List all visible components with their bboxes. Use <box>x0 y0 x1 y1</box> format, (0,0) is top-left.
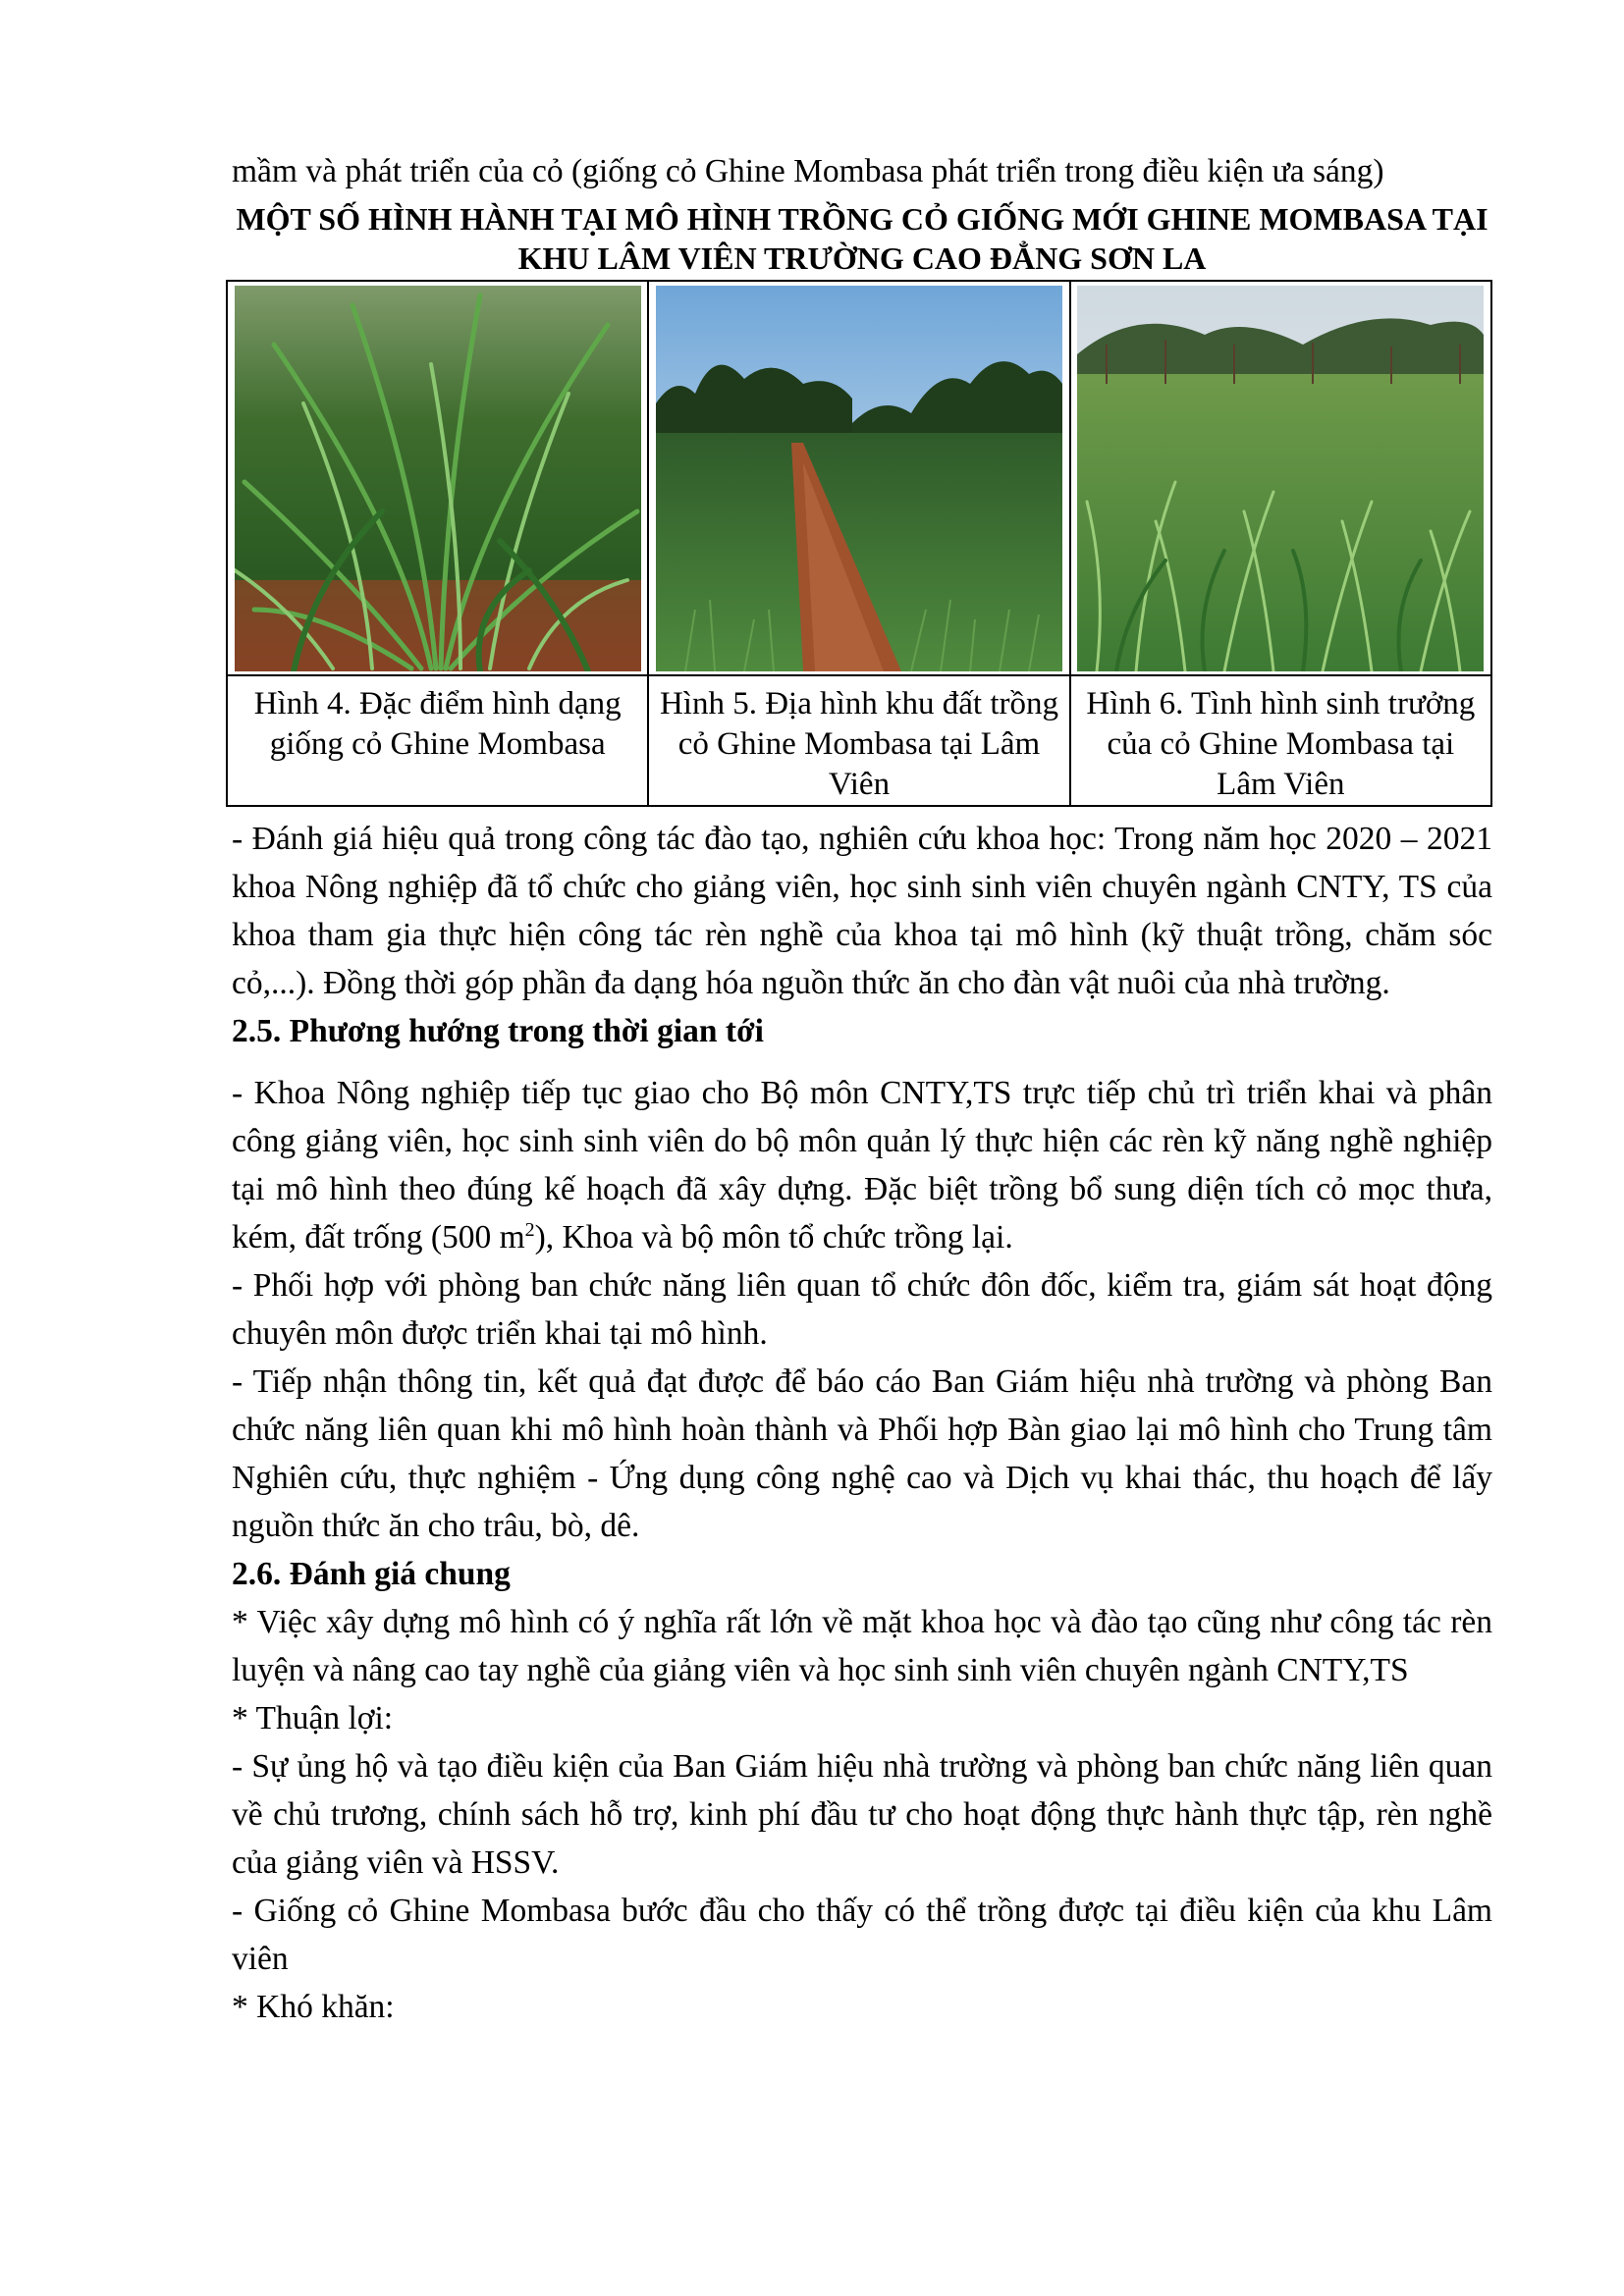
figure-caption-6: Hình 6. Tình hình sinh trưởng của cỏ Ghine Mombasa tại Lâm Viên <box>1070 675 1491 806</box>
figure-caption-5: Hình 5. Địa hình khu đất trồng cỏ Ghine Mombasa tại Lâm Viên <box>648 675 1069 806</box>
figure-cell-3 <box>1070 281 1491 675</box>
advantages-label: * Thuận lợi: <box>232 1700 394 1736</box>
direction-paragraph-1 <box>232 1069 1492 1261</box>
area-unit-superscript: 2 <box>524 1218 535 1241</box>
section-title: MỘT SỐ HÌNH HÀNH TẠI MÔ HÌNH TRỒNG CỎ GIỐNG MỚI GHINE MOMBASA TẠI KHU LÂM VIÊN TRƯỜNG CAO ĐẲNG SƠN LA <box>236 201 1489 276</box>
difficulties-label: * Khó khăn: <box>232 1989 395 2025</box>
general-assessment-paragraph: * Việc xây dựng mô hình có ý nghĩa rất lớn về mặt khoa học và đào tạo cũng như công tác rèn luyện và nâng cao tay nghề của giảng viên và học sinh sinh viên chuyên ngành CNTY,TS <box>232 1604 1492 1688</box>
evaluation-paragraph: - Đánh giá hiệu quả trong công tác đào tạo, nghiên cứu khoa học: Trong năm học 2020 – 2021 khoa Nông nghiệp đã tổ chức cho giảng viên, học sinh sinh viên chuyên ngành CNTY, TS của khoa tham gia thực hiện công tác rèn nghề của khoa tại mô hình (kỹ thuật trồng, chăm sóc cỏ,...). Đồng thời góp phần đa dạng hóa nguồn thức ăn cho đàn vật nuôi của nhà trường. <box>232 821 1492 1001</box>
direction-paragraph-1-text: - Khoa Nông nghiệp tiếp tục giao cho Bộ môn CNTY,TS trực tiếp chủ trì triển khai và phân công giảng viên, học sinh sinh viên do bộ môn quản lý thực hiện các rèn kỹ năng nghề nghiệp tại mô hình theo đúng kế hoạch đã xây dựng. Đặc biệt trồng bổ sung diện tích cỏ mọc thưa, kém, đất trống (500 m <box>232 1075 1492 1255</box>
dirt-path-field-photo <box>656 286 1062 671</box>
figure-cell-1 <box>227 281 648 675</box>
heading-2-5: 2.5. Phương hướng trong thời gian tới <box>232 1013 764 1049</box>
advantages-paragraph-2: - Giống cỏ Ghine Mombasa bước đầu cho thấy có thể trồng được tại điều kiện của khu Lâm viên <box>232 1893 1492 1977</box>
intro-paragraph: mầm và phát triển của cỏ (giống cỏ Ghine Mombasa phát triển trong điều kiện ưa sáng) <box>232 153 1384 189</box>
document-page <box>232 147 1492 2031</box>
grass-field-photo <box>1077 286 1484 671</box>
advantages-paragraph-1: - Sự ủng hộ và tạo điều kiện của Ban Giám hiệu nhà trường và phòng ban chức năng liên quan về chủ trương, chính sách hỗ trợ, kinh phí đầu tư cho hoạt động thực hành thực tập, rèn nghề của giảng viên và HSSV. <box>232 1748 1492 1881</box>
figure-caption-4: Hình 4. Đặc điểm hình dạng giống cỏ Ghine Mombasa <box>227 675 648 806</box>
direction-paragraph-3: - Tiếp nhận thông tin, kết quả đạt được để báo cáo Ban Giám hiệu nhà trường và phòng Ban chức năng liên quan khi mô hình hoàn thành và Phối hợp Bàn giao lại mô hình cho Trung tâm Nghiên cứu, thực nghiệm - Ứng dụng công nghệ cao và Dịch vụ khai thác, thu hoạch để lấy nguồn thức ăn cho trâu, bò, dê. <box>232 1363 1492 1544</box>
direction-paragraph-2: - Phối hợp với phòng ban chức năng liên quan tổ chức đôn đốc, kiểm tra, giám sát hoạt động chuyên môn được triển khai tại mô hình. <box>232 1267 1492 1352</box>
heading-2-6: 2.6. Đánh giá chung <box>232 1556 511 1592</box>
figure-cell-2 <box>648 281 1069 675</box>
figure-table <box>226 280 1492 807</box>
direction-paragraph-1-tail: ), Khoa và bộ môn tổ chức trồng lại. <box>534 1219 1013 1255</box>
grass-closeup-photo <box>235 286 641 671</box>
